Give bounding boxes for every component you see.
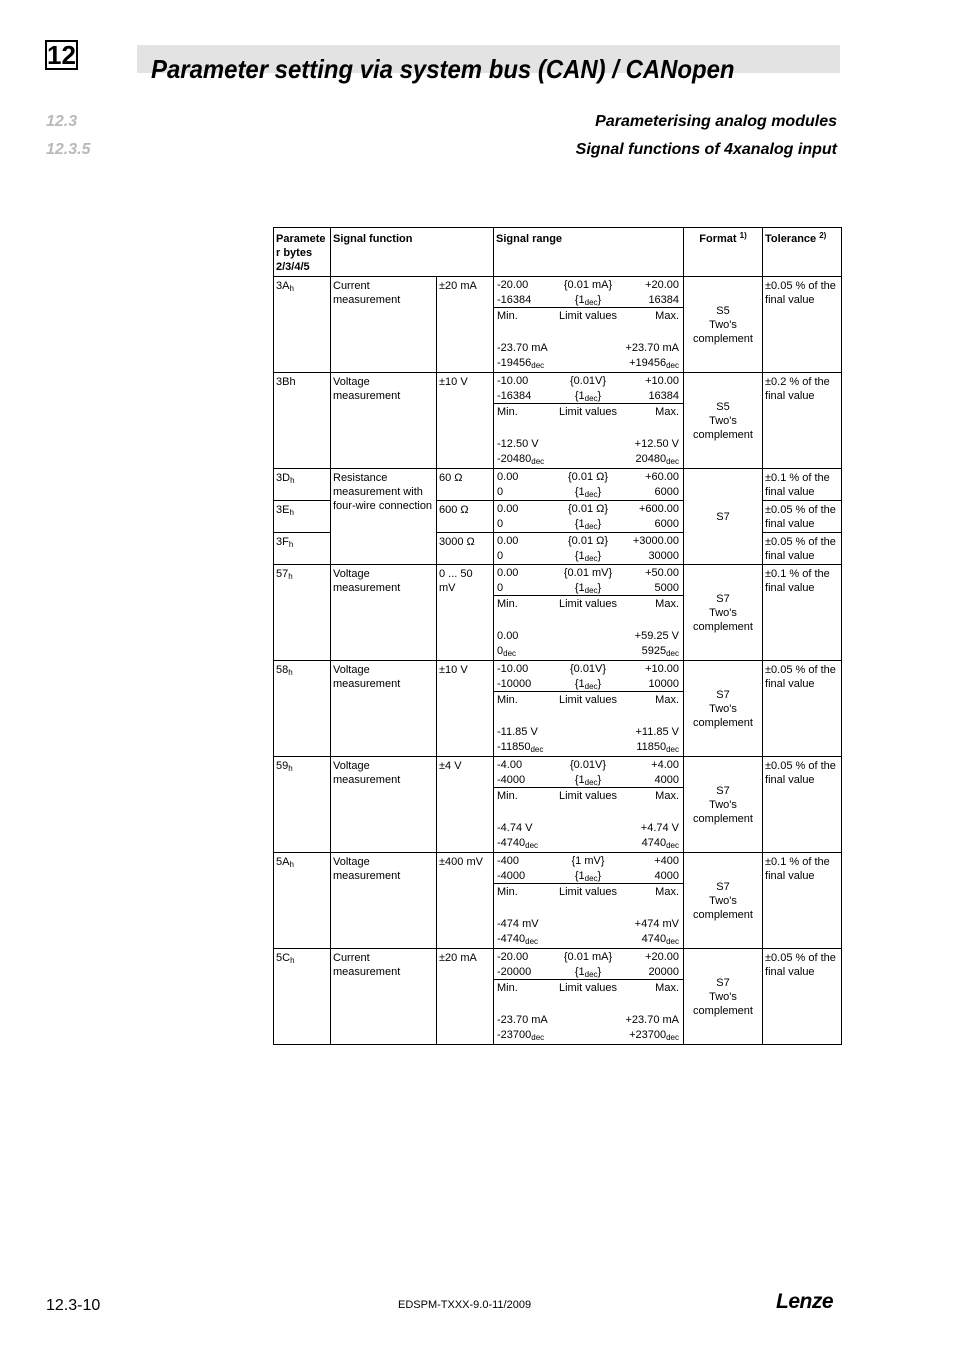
range-fixed-row: 0.00 {0.01 mV} +50.00 (497, 567, 680, 579)
param-code: $5C_h$ (274, 949, 331, 1045)
header-signal-function: Signal function (331, 228, 494, 277)
limit-dec-row: $-20480_{dec}$ $20480_{dec}$ (497, 453, 680, 466)
limit-dec-row: $-11850_{dec}$ $11850_{dec}$ (497, 741, 680, 754)
limit-values-row: Min. Limit values Max. (497, 694, 680, 706)
table-row-resistance (274, 469, 842, 501)
range-fixed-row: 0.00 {0.01 Ω} +600.00 (497, 503, 680, 515)
param-code: $5A_h$ (274, 853, 331, 949)
tolerance: ±0.05 % of the final value (763, 533, 842, 565)
header-tolerance: Tolerance $^{2)}$ (763, 228, 842, 277)
format: S7 Two's complement (684, 853, 763, 949)
param-code: $3E_h$ (274, 501, 331, 533)
signal-function: Current measurement (331, 949, 437, 1045)
limit-values-row: Min. Limit values Max. (497, 790, 680, 802)
format: S7 Two's complement (684, 565, 763, 661)
limit-values-row: Min. Limit values Max. (497, 598, 680, 610)
range-dec-row: -4000 $\{1_{dec}\}$ 4000 (497, 774, 680, 787)
nominal-range: ±4 V (437, 757, 494, 853)
signal-range (494, 373, 684, 469)
table-row (274, 661, 842, 757)
range-fixed-row: 0.00 {0.01 Ω} +60.00 (497, 471, 680, 483)
signal-range (494, 533, 684, 565)
format: S7 Two's complement (684, 661, 763, 757)
signal-range (494, 757, 684, 853)
signal-function: Current measurement (331, 277, 437, 373)
lenze-logo: Lenze (776, 1290, 834, 1313)
signal-function: Voltage measurement (331, 373, 437, 469)
range-dec-row: -16384 $\{1_{dec}\}$ 16384 (497, 294, 680, 307)
table-row (274, 277, 842, 373)
range-dec-row: -4000 $\{1_{dec}\}$ 4000 (497, 870, 680, 883)
param-code: $58_h$ (274, 661, 331, 757)
range-fixed-row: -20.00 {0.01 mA} +20.00 (497, 951, 680, 963)
header-signal-range: Signal range (494, 228, 684, 277)
range-fixed-row: -10.00 {0.01V} +10.00 (497, 663, 680, 675)
signal-function: Voltage measurement (331, 661, 437, 757)
signal-range (494, 277, 684, 373)
range-dec-row: -10000 $\{1_{dec}\}$ 10000 (497, 678, 680, 691)
header-param: Paramete r bytes 2/3/4/5 (274, 228, 331, 277)
range-dec-row: -20000 $\{1_{dec}\}$ 20000 (497, 966, 680, 979)
tolerance: ±0.2 % of the final value (763, 373, 842, 469)
nominal-range: 600 Ω (437, 501, 494, 533)
table-row (274, 949, 842, 1045)
section-number: 12.3 (46, 113, 78, 130)
range-fixed-row: -20.00 {0.01 mA} +20.00 (497, 279, 680, 291)
page-title: Parameter setting via system bus (CAN) / CANopen (151, 54, 735, 84)
chapter-number: 12 (45, 40, 78, 70)
signal-function: Voltage measurement (331, 853, 437, 949)
subsection-number: 12.3.5 (46, 141, 91, 158)
limit-unit-row: -23.70 mA +23.70 mA (497, 342, 680, 354)
nominal-range: ±20 mA (437, 949, 494, 1045)
limit-unit-row: 0.00 +59.25 V (497, 630, 680, 642)
table-row (274, 373, 842, 469)
limit-dec-row: $-4740_{dec}$ $4740_{dec}$ (497, 933, 680, 946)
limit-unit-row: -11.85 V +11.85 V (497, 726, 680, 738)
param-code: $3F_h$ (274, 533, 331, 565)
tolerance: ±0.05 % of the final value (763, 661, 842, 757)
range-dec-row: 0 $\{1_{dec}\}$ 6000 (497, 518, 680, 531)
nominal-range: 0 ... 50 mV (437, 565, 494, 661)
document-id: EDSPM-TXXX-9.0-11/2009 (398, 1299, 532, 1311)
format: S5 Two's complement (684, 277, 763, 373)
nominal-range: 60 Ω (437, 469, 494, 501)
limit-unit-row: -12.50 V +12.50 V (497, 438, 680, 450)
signal-range (494, 661, 684, 757)
signal-function: Resistance measurement with four-wire connection (331, 469, 437, 565)
page-number: 12.3-10 (46, 1297, 101, 1314)
param-code: $3A_h$ (274, 277, 331, 373)
limit-unit-row: -23.70 mA +23.70 mA (497, 1014, 680, 1026)
table-row (274, 565, 842, 661)
signal-range (494, 565, 684, 661)
nominal-range: ±20 mA (437, 277, 494, 373)
limit-values-row: Min. Limit values Max. (497, 310, 680, 322)
header-row (274, 228, 842, 277)
tolerance: ±0.1 % of the final value (763, 853, 842, 949)
param-code: 3Bh (274, 373, 331, 469)
nominal-range: ±400 mV (437, 853, 494, 949)
param-code: $59_h$ (274, 757, 331, 853)
signal-range (494, 469, 684, 501)
limit-values-row: Min. Limit values Max. (497, 982, 680, 994)
tolerance: ±0.1 % of the final value (763, 469, 842, 501)
section-title: Parameterising analog modules (595, 113, 837, 130)
subsection-title: Signal functions of 4xanalog input (575, 141, 837, 158)
range-fixed-row: -4.00 {0.01V} +4.00 (497, 759, 680, 771)
nominal-range: ±10 V (437, 373, 494, 469)
format: S5 Two's complement (684, 373, 763, 469)
param-code: $3D_h$ (274, 469, 331, 501)
limit-values-row: Min. Limit values Max. (497, 886, 680, 898)
limit-dec-row: $-19456_{dec}$ $+19456_{dec}$ (497, 357, 680, 370)
tolerance: ±0.05 % of the final value (763, 757, 842, 853)
nominal-range: 3000 Ω (437, 533, 494, 565)
format: S7 (684, 469, 763, 565)
range-fixed-row: -400 {1 mV} +400 (497, 855, 680, 867)
format: S7 Two's complement (684, 949, 763, 1045)
tolerance: ±0.05 % of the final value (763, 277, 842, 373)
table-row (274, 853, 842, 949)
limit-dec-row: $-4740_{dec}$ $4740_{dec}$ (497, 837, 680, 850)
signal-range (494, 949, 684, 1045)
range-dec-row: -16384 $\{1_{dec}\}$ 16384 (497, 390, 680, 403)
range-dec-row: 0 $\{1_{dec}\}$ 30000 (497, 550, 680, 563)
limit-dec-row: $0_{dec}$ $5925_{dec}$ (497, 645, 680, 658)
tolerance: ±0.05 % of the final value (763, 949, 842, 1045)
signal-functions-table (273, 227, 842, 1045)
range-dec-row: 0 $\{1_{dec}\}$ 6000 (497, 486, 680, 499)
signal-range (494, 501, 684, 533)
range-fixed-row: -10.00 {0.01V} +10.00 (497, 375, 680, 387)
tolerance: ±0.05 % of the final value (763, 501, 842, 533)
limit-unit-row: -474 mV +474 mV (497, 918, 680, 930)
nominal-range: ±10 V (437, 661, 494, 757)
range-fixed-row: 0.00 {0.01 Ω} +3000.00 (497, 535, 680, 547)
limit-values-row: Min. Limit values Max. (497, 406, 680, 418)
table-row (274, 757, 842, 853)
limit-unit-row: -4.74 V +4.74 V (497, 822, 680, 834)
signal-function: Voltage measurement (331, 757, 437, 853)
signal-function: Voltage measurement (331, 565, 437, 661)
param-code: $57_h$ (274, 565, 331, 661)
tolerance: ±0.1 % of the final value (763, 565, 842, 661)
format: S7 Two's complement (684, 757, 763, 853)
signal-range (494, 853, 684, 949)
limit-dec-row: $-23700_{dec}$ $+23700_{dec}$ (497, 1029, 680, 1042)
header-format: Format $^{1)}$ (684, 228, 763, 277)
range-dec-row: 0 $\{1_{dec}\}$ 5000 (497, 582, 680, 595)
